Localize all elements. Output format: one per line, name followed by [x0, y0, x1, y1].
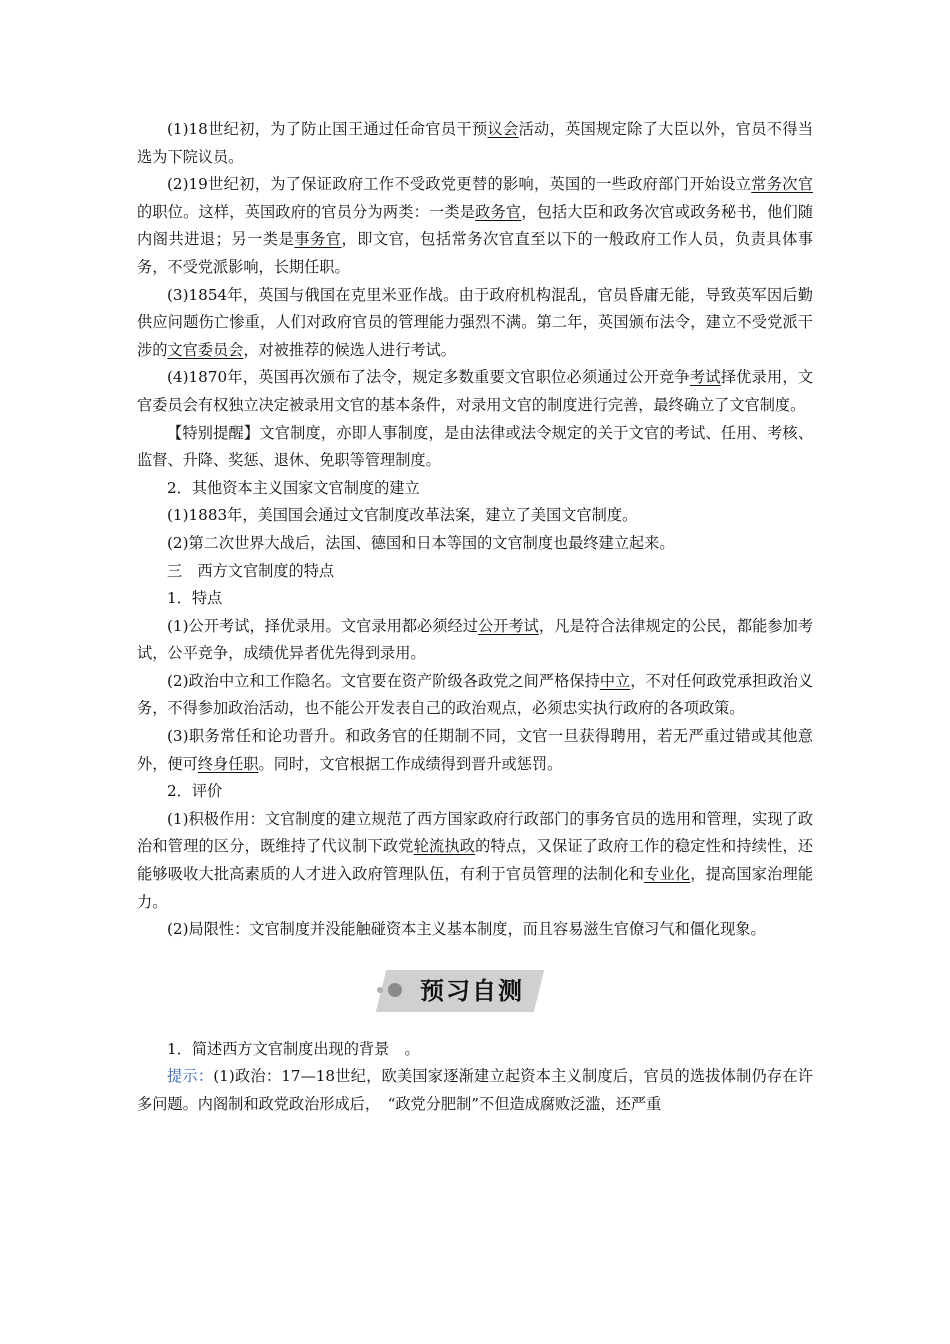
- banner-title: 预习自测: [420, 976, 524, 1005]
- document-body: [137, 116, 813, 1119]
- underlined-term: 中立: [599, 671, 631, 690]
- section-banner: [137, 966, 813, 1024]
- evaluation-1: (1)积极作用：文官制度的建立规范了西方国家政府行政部门的事务官员的选用和管理，实现了政治和管理的区分，既维持了代议制下政党轮流执政的特点，又保证了政府工作的稳定性和持续性，还能够吸收大批高素质的人才进入政府管理队伍，有利于官员管理的法制化和专业化，提高国家治理能力。: [137, 809, 814, 911]
- feature-2: (2)政治中立和工作隐名。文官要在资产阶级各政党之间严格保持中立，不对任何政党承担政治义务，不得参加政治活动，也不能公开发表自己的政治观点，必须忠实执行政府的各项政策。: [137, 671, 814, 718]
- paragraph-3: (3)1854年，英国与俄国在克里米亚作战。由于政府机构混乱，官员昏庸无能，导致英军因后勤供应问题伤亡惨重，人们对政府官员的管理能力强烈不满。第二年，英国颁布法令，建立不受党派干涉的文官委员会，对被推荐的候选人进行考试。: [137, 285, 813, 359]
- paragraph-1: (1)18世纪初，为了防止国王通过任命官员干预议会活动，英国规定除了大臣以外，官员不得当选为下院议员。: [137, 120, 814, 166]
- underlined-term: 公开考试: [477, 616, 539, 635]
- special-reminder: 【特别提醒】文官制度，亦即人事制度，是由法律或法令规定的关于文官的考试、任用、考核、监督、升降、奖惩、退休、免职等管理制度。: [137, 423, 813, 470]
- underlined-term: 政务官: [475, 202, 522, 221]
- evaluation-2: (2)局限性：文官制度并没能触碰资本主义基本制度，而且容易滋生官僚习气和僵化现象。: [167, 920, 766, 939]
- question-1: 1．简述西方文官制度出现的背景 。: [167, 1039, 420, 1058]
- underlined-term: 文官委员会: [167, 340, 244, 359]
- feature-1: (1)公开考试，择优录用。文官录用都必须经过公开考试，凡是符合法律规定的公民，都能参加考试，公平竞争，成绩优异者优先得到录用。: [137, 616, 814, 663]
- banner-small-dot-icon: [377, 987, 383, 993]
- banner-dot-icon: [388, 983, 402, 997]
- paragraph: (2)第二次世界大战后，法国、德国和日本等国的文官制度也最终建立起来。: [167, 533, 675, 552]
- section-heading: 1．特点: [167, 589, 223, 608]
- underlined-term: 议会: [487, 120, 519, 138]
- section-heading: 2．评价: [167, 782, 223, 801]
- section-heading: 2．其他资本主义国家文官制度的建立: [167, 478, 420, 497]
- paragraph-4: (4)1870年，英国再次颁布了法令，规定多数重要文官职位必须通过公开竞争考试择优录用，文官委员会有权独立决定被录用文官的基本条件，对录用文官的制度进行完善，最终确立了文官制度。: [137, 368, 814, 414]
- hint-label: 提示：: [167, 1067, 214, 1086]
- feature-3: (3)职务常任和论功晋升。和政务官的任期制不同，文官一旦获得聘用，若无严重过错或其他意外，便可终身任职。同时，文官根据工作成绩得到晋升或惩罚。: [137, 727, 813, 773]
- underlined-term: 考试: [689, 368, 721, 387]
- answer-hint: 提示：(1)政治：17—18世纪，欧美国家逐渐建立起资本主义制度后，官员的选拔体制仍存在许多问题。内阁制和政党政治形成后， “政党分肥制”不但造成腐败泛滥，还严重: [137, 1067, 813, 1113]
- underlined-term: 常务次官: [751, 175, 814, 194]
- paragraph: (1)1883年，美国国会通过文官制度改革法案，建立了美国文官制度。: [167, 506, 638, 525]
- underlined-term: 轮流执政: [413, 837, 476, 856]
- underlined-term: 终身任职: [197, 754, 259, 773]
- chapter-heading: 三 西方文官制度的特点: [167, 561, 335, 580]
- underlined-term: 专业化: [644, 865, 691, 884]
- paragraph-2: (2)19世纪初，为了保证政府工作不受政党更替的影响，英国的一些政府部门开始设立常务次官的职位。这样，英国政府的官员分为两类：一类是政务官，包括大臣和政务次官或政务秘书，他们随内阁共进退；另一类是事务官，即文官，包括常务次官直至以下的一般政府工作人员，负责具体事务，不受党派影响，长期任职。: [137, 175, 814, 276]
- underlined-term: 事务官: [294, 230, 342, 249]
